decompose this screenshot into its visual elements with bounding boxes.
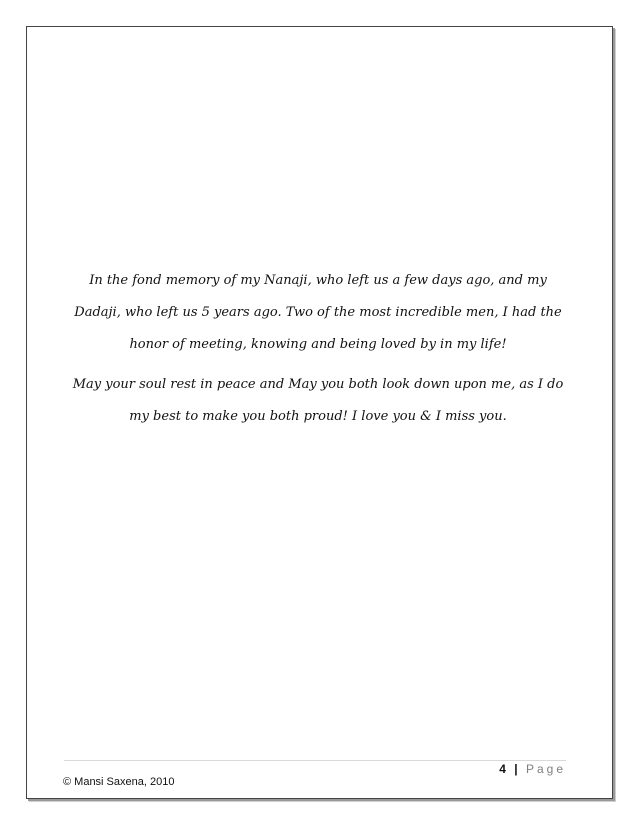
- copyright-notice: © Mansi Saxena, 2010: [63, 776, 175, 788]
- dedication-paragraph-2: [48, 369, 588, 433]
- page-number: [499, 762, 566, 776]
- text-line: May your soul rest in peace and May you both look down upon me, as I do: [72, 377, 564, 392]
- text-line: honor of meeting, knowing and being loved by in my life!: [129, 337, 507, 352]
- text-line: Dadaji, who left us 5 years ago. Two of the most incredible men, I had the: [74, 305, 562, 320]
- page-number-separator: |: [514, 762, 518, 776]
- text-line: In the fond memory of my Nanaji, who left us a few days ago, and my: [89, 273, 547, 288]
- dedication-text: [48, 265, 588, 433]
- dedication-paragraph-1: [48, 265, 588, 361]
- footer-divider: [64, 760, 566, 761]
- page-label: Page: [525, 762, 566, 776]
- page-number-value: 4: [499, 762, 506, 776]
- text-line: my best to make you both proud! I love you & I miss you.: [129, 409, 507, 424]
